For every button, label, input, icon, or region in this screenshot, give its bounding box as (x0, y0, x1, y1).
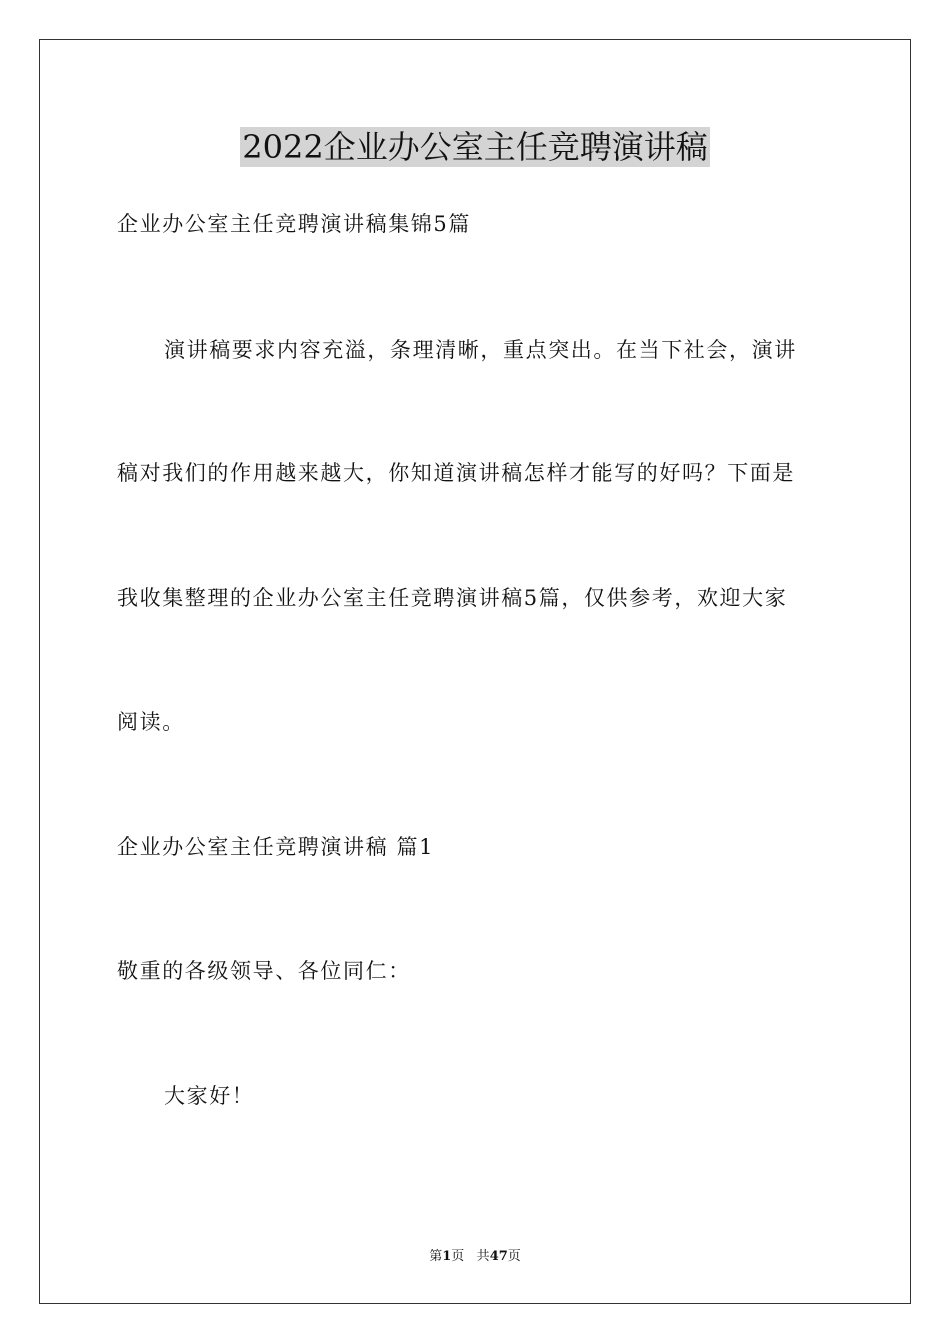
footer-total-pages: 47 (489, 1249, 508, 1264)
document-title: 2022企业办公室主任竞聘演讲稿 (242, 128, 708, 166)
section-heading: 企业办公室主任竞聘演讲稿 篇1 (117, 835, 435, 859)
salutation: 敬重的各级领导、各位同仁： (117, 959, 411, 983)
intro-line-1: 演讲稿要求内容充溢，条理清晰，重点突出。在当下社会，演讲 (164, 338, 797, 362)
document-subtitle: 企业办公室主任竞聘演讲稿集锦5篇 (117, 212, 471, 236)
intro-line-4: 阅读。 (117, 710, 185, 734)
title-container (0, 127, 950, 167)
footer-total-suffix: 页 (507, 1249, 521, 1264)
greeting: 大家好！ (164, 1084, 255, 1108)
footer-page-number: 1 (442, 1249, 452, 1264)
footer-page-suffix: 页 (451, 1249, 465, 1264)
footer-total-prefix: 共 (476, 1249, 490, 1264)
intro-line-3: 我收集整理的企业办公室主任竞聘演讲稿5篇，仅供参考，欢迎大家 (117, 586, 788, 610)
page-footer (0, 1249, 950, 1265)
footer-page-prefix: 第 (429, 1249, 443, 1264)
intro-line-2: 稿对我们的作用越来越大，你知道演讲稿怎样才能写的好吗？下面是 (117, 461, 795, 485)
